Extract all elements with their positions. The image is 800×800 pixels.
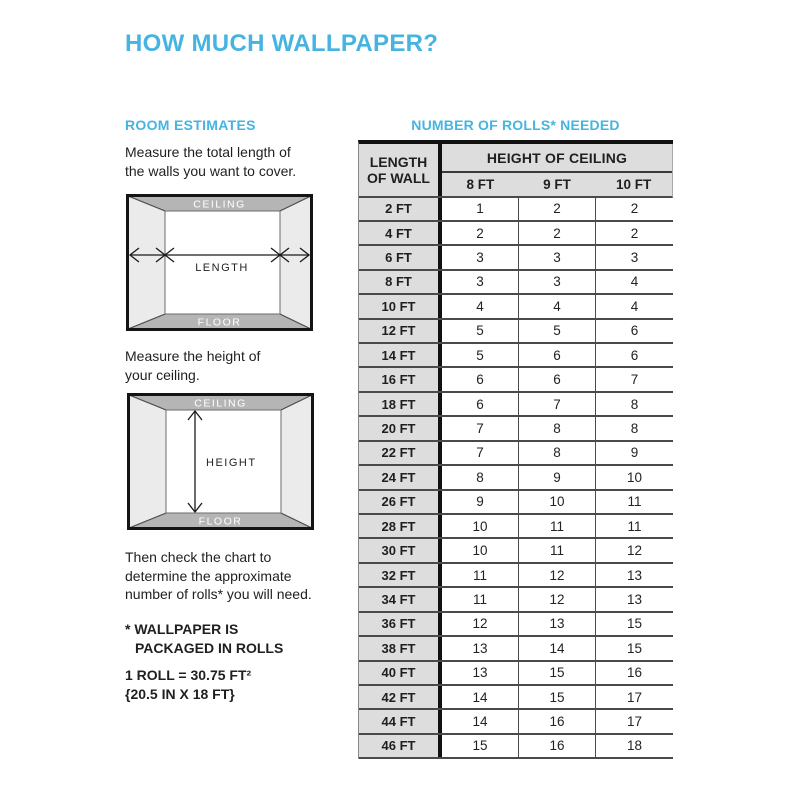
instruction-line: Then check the chart to bbox=[125, 549, 272, 565]
rolls-value-cell: 4 bbox=[442, 295, 519, 317]
rolls-value-cell: 14 bbox=[519, 637, 596, 659]
wall-length-cell: 12 FT bbox=[359, 320, 442, 342]
rolls-value-cell: 8 bbox=[519, 417, 596, 439]
rolls-value-cell: 11 bbox=[519, 539, 596, 561]
rolls-value-cell: 17 bbox=[626, 689, 643, 705]
height-label: HEIGHT bbox=[206, 457, 257, 469]
rolls-value-cell: 11 bbox=[627, 494, 642, 510]
table-row bbox=[359, 198, 673, 222]
length-of-wall-header bbox=[359, 144, 442, 196]
length-label: LENGTH bbox=[195, 262, 249, 274]
instruction-chart bbox=[125, 548, 312, 604]
wall-length-cell: 20 FT bbox=[359, 417, 442, 439]
rolls-table bbox=[358, 140, 673, 759]
rolls-value-cell: 3 bbox=[442, 246, 519, 268]
rolls-value-cell: 8 bbox=[630, 396, 639, 412]
rolls-value-cell: 2 bbox=[630, 225, 639, 241]
rolls-value-cell: 11 bbox=[442, 564, 519, 586]
rolls-value-cell: 10 bbox=[442, 515, 519, 537]
ceiling-label: CEILING bbox=[193, 198, 246, 211]
table-row bbox=[359, 466, 673, 490]
rolls-value-cell: 15 bbox=[442, 735, 519, 757]
rolls-value-cell: 6 bbox=[442, 393, 519, 415]
height-of-ceiling-header: HEIGHT OF CEILING bbox=[442, 144, 672, 173]
table-row bbox=[359, 491, 673, 515]
table-row bbox=[359, 539, 673, 563]
roll-size-line: 1 ROLL = 30.75 FT² bbox=[125, 667, 252, 683]
subheader-10ft: 10 FT bbox=[616, 176, 652, 192]
rolls-value-cell: 18 bbox=[626, 738, 643, 754]
page-title: HOW MUCH WALLPAPER? bbox=[125, 30, 439, 57]
wall-length-cell: 26 FT bbox=[359, 491, 442, 513]
table-row bbox=[359, 735, 673, 759]
rolls-value-cell: 8 bbox=[442, 466, 519, 488]
rolls-value-cell: 9 bbox=[630, 445, 639, 461]
footnote-line: PACKAGED IN ROLLS bbox=[135, 639, 284, 656]
wall-length-cell: 28 FT bbox=[359, 515, 442, 537]
rolls-value-cell: 1 bbox=[442, 198, 519, 220]
rolls-value-cell: 14 bbox=[442, 710, 519, 732]
roll-size-info bbox=[125, 666, 251, 703]
table-row bbox=[359, 710, 673, 734]
rolls-value-cell: 3 bbox=[630, 250, 639, 266]
subheader-8ft: 8 FT bbox=[466, 176, 495, 192]
rolls-value-cell: 5 bbox=[442, 320, 519, 342]
subheader-9ft: 9 FT bbox=[543, 176, 571, 192]
instruction-line: your ceiling. bbox=[125, 366, 200, 383]
rolls-value-cell: 13 bbox=[442, 662, 519, 684]
table-row bbox=[359, 613, 673, 637]
rolls-value-cell: 8 bbox=[519, 442, 596, 464]
length-of-wall-line: LENGTH bbox=[369, 153, 428, 170]
wall-length-cell: 18 FT bbox=[359, 393, 442, 415]
table-row bbox=[359, 295, 673, 319]
rolls-value-cell: 13 bbox=[626, 567, 643, 583]
rolls-value-cell: 14 bbox=[442, 686, 519, 708]
rolls-value-cell: 2 bbox=[630, 201, 639, 217]
table-row bbox=[359, 686, 673, 710]
rolls-value-cell: 7 bbox=[442, 417, 519, 439]
wall-length-cell: 24 FT bbox=[359, 466, 442, 488]
rolls-value-cell: 15 bbox=[519, 662, 596, 684]
rolls-value-cell: 6 bbox=[630, 347, 639, 363]
rolls-value-cell: 12 bbox=[442, 613, 519, 635]
wall-length-cell: 10 FT bbox=[359, 295, 442, 317]
table-row bbox=[359, 417, 673, 441]
rolls-needed-heading: NUMBER OF ROLLS* NEEDED bbox=[411, 117, 620, 133]
rolls-value-cell: 4 bbox=[630, 298, 639, 314]
table-row bbox=[359, 637, 673, 661]
rolls-value-cell: 3 bbox=[442, 271, 519, 293]
rolls-value-cell: 11 bbox=[627, 518, 642, 534]
rolls-value-cell: 12 bbox=[519, 588, 596, 610]
wall-length-cell: 2 FT bbox=[359, 198, 442, 220]
instruction-height bbox=[125, 347, 260, 384]
ceiling-height-subheaders bbox=[442, 173, 672, 196]
table-row bbox=[359, 564, 673, 588]
rolls-value-cell: 6 bbox=[519, 368, 596, 390]
table-row bbox=[359, 662, 673, 686]
rolls-value-cell: 10 bbox=[519, 491, 596, 513]
rolls-value-cell: 16 bbox=[519, 735, 596, 757]
rolls-value-cell: 7 bbox=[442, 442, 519, 464]
floor-label: FLOOR bbox=[197, 316, 242, 329]
wall-length-cell: 34 FT bbox=[359, 588, 442, 610]
wall-length-cell: 4 FT bbox=[359, 222, 442, 244]
instruction-line: Measure the height of bbox=[125, 348, 261, 364]
rolls-value-cell: 6 bbox=[442, 368, 519, 390]
rolls-table-body bbox=[359, 198, 673, 760]
instruction-line: Measure the total length of bbox=[125, 144, 291, 160]
ceiling-label: CEILING bbox=[194, 397, 247, 410]
wall-length-cell: 40 FT bbox=[359, 662, 442, 684]
rolls-value-cell: 2 bbox=[519, 222, 596, 244]
wall-length-cell: 38 FT bbox=[359, 637, 442, 659]
wall-length-cell: 42 FT bbox=[359, 686, 442, 708]
room-length-diagram bbox=[126, 194, 313, 331]
rolls-value-cell: 3 bbox=[519, 246, 596, 268]
table-row bbox=[359, 222, 673, 246]
rolls-value-cell: 13 bbox=[626, 591, 643, 607]
wall-length-cell: 36 FT bbox=[359, 613, 442, 635]
rolls-value-cell: 4 bbox=[630, 274, 639, 290]
wall-length-cell: 14 FT bbox=[359, 344, 442, 366]
instruction-line: determine the approximate bbox=[125, 567, 292, 584]
room-estimates-heading: ROOM ESTIMATES bbox=[125, 117, 256, 133]
table-row bbox=[359, 393, 673, 417]
rolls-value-cell: 11 bbox=[442, 588, 519, 610]
table-row bbox=[359, 515, 673, 539]
right-wall-panel bbox=[280, 196, 311, 329]
wall-length-cell: 32 FT bbox=[359, 564, 442, 586]
rolls-value-cell: 16 bbox=[626, 665, 643, 681]
wall-length-cell: 8 FT bbox=[359, 271, 442, 293]
rolls-value-cell: 17 bbox=[626, 714, 643, 730]
rolls-value-cell: 10 bbox=[442, 539, 519, 561]
table-row bbox=[359, 246, 673, 270]
wall-length-cell: 16 FT bbox=[359, 368, 442, 390]
footnote-line: * WALLPAPER IS bbox=[125, 621, 239, 637]
rolls-value-cell: 15 bbox=[519, 686, 596, 708]
rolls-value-cell: 13 bbox=[519, 613, 596, 635]
wall-length-cell: 44 FT bbox=[359, 710, 442, 732]
length-of-wall-line: OF WALL bbox=[367, 169, 430, 186]
rolls-table-header bbox=[359, 144, 673, 198]
rolls-value-cell: 6 bbox=[630, 323, 639, 339]
wall-length-cell: 22 FT bbox=[359, 442, 442, 464]
floor-label: FLOOR bbox=[198, 515, 243, 528]
rolls-value-cell: 9 bbox=[442, 491, 519, 513]
rolls-value-cell: 7 bbox=[519, 393, 596, 415]
right-wall-panel bbox=[281, 395, 312, 528]
room-height-diagram bbox=[127, 393, 314, 530]
table-row bbox=[359, 368, 673, 392]
table-row bbox=[359, 442, 673, 466]
rolls-value-cell: 16 bbox=[519, 710, 596, 732]
table-row bbox=[359, 271, 673, 295]
roll-size-line: {20.5 IN X 18 FT} bbox=[125, 685, 235, 702]
wall-length-cell: 30 FT bbox=[359, 539, 442, 561]
rolls-value-cell: 12 bbox=[626, 543, 643, 559]
table-row bbox=[359, 344, 673, 368]
wall-length-cell: 46 FT bbox=[359, 735, 442, 757]
rolls-value-cell: 11 bbox=[519, 515, 596, 537]
rolls-value-cell: 4 bbox=[519, 295, 596, 317]
wallpaper-footnote bbox=[125, 620, 283, 657]
rolls-value-cell: 12 bbox=[519, 564, 596, 586]
table-row bbox=[359, 320, 673, 344]
rolls-value-cell: 2 bbox=[442, 222, 519, 244]
instruction-line: the walls you want to cover. bbox=[125, 162, 297, 179]
left-wall-panel bbox=[128, 196, 165, 329]
instruction-length bbox=[125, 143, 296, 180]
rolls-value-cell: 13 bbox=[442, 637, 519, 659]
wall-length-cell: 6 FT bbox=[359, 246, 442, 268]
instruction-line: number of rolls* you will need. bbox=[125, 586, 312, 602]
rolls-value-cell: 7 bbox=[630, 372, 639, 388]
table-row bbox=[359, 588, 673, 612]
rolls-value-cell: 15 bbox=[626, 640, 643, 656]
rolls-value-cell: 10 bbox=[626, 469, 643, 485]
rolls-value-cell: 2 bbox=[519, 198, 596, 220]
rolls-value-cell: 9 bbox=[519, 466, 596, 488]
rolls-value-cell: 6 bbox=[519, 344, 596, 366]
rolls-value-cell: 8 bbox=[630, 421, 639, 436]
rolls-value-cell: 5 bbox=[442, 344, 519, 366]
rolls-value-cell: 3 bbox=[519, 271, 596, 293]
left-wall-panel bbox=[129, 395, 166, 528]
rolls-value-cell: 15 bbox=[626, 616, 643, 632]
rolls-value-cell: 5 bbox=[519, 320, 596, 342]
